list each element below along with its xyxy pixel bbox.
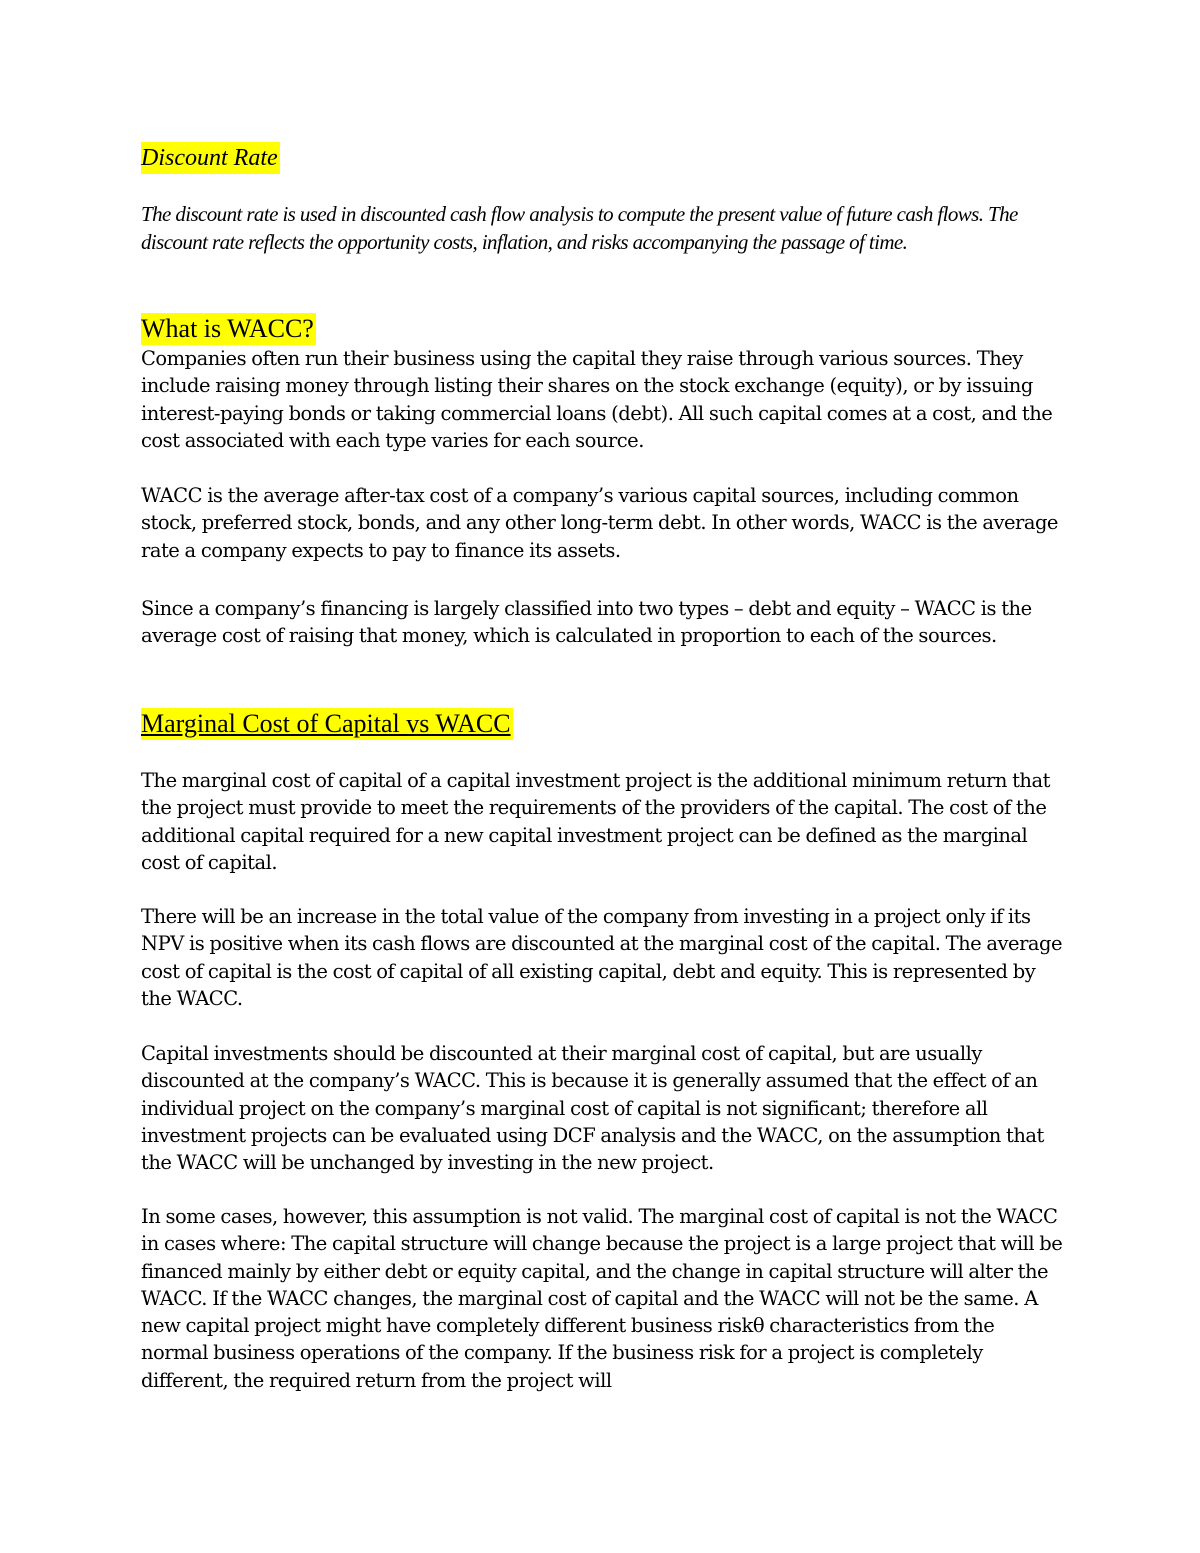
paragraph-npv-increase: There will be an increase in the total value of the company from investing in a project only if its NPV is positive when its cash flows are discounted at the marginal cost of the capital. The average cost of capital is the cost of capital of all existing capital, debt and equity. This is represented by the WACC. — [141, 905, 1063, 1010]
heading-what-is-wacc: What is WACC? — [141, 314, 314, 343]
paragraph-wacc-financing-types: Since a company’s financing is largely classified into two types – debt and equity – WACC is the average cost of raising that money, which is calculated in proportion to each of the sources. — [141, 597, 1032, 648]
paragraph-discount-rate-definition: The discount rate is used in discounted cash flow analysis to compute the present value of future cash flows. The discount rate reflects the opportunity costs, inflation, and risks accompanying the passage of time. — [141, 202, 1018, 254]
heading-marginal-cost-vs-wacc: Marginal Cost of Capital vs WACC — [141, 709, 511, 738]
paragraph-discounting-investments: Capital investments should be discounted at their marginal cost of capital, but are usually discounted at the company’s WACC. This is because it is generally assumed that the effect of an individual project on the company’s marginal cost of capital is not significant; therefore all investment projects can be evaluated using DCF analysis and the WACC, on the assumption that the WACC will be unchanged by investing in the new project. — [141, 1042, 1044, 1175]
paragraph-marginal-cost-definition: The marginal cost of capital of a capital investment project is the additional minimum return that the project must provide to meet the requirements of the providers of the capital. The cost of the additional capital required for a new capital investment project can be defined as the marginal cost of capital. — [141, 769, 1050, 874]
paragraph-wacc-capital-sources: Companies often run their business using the capital they raise through various sources. They include raising money through listing their shares on the stock exchange (equity), or by issuing interest-paying bonds or taking commercial loans (debt). All such capital comes at a cost, and the cost associated with each type varies for each source. — [141, 347, 1053, 452]
paragraph-wacc-definition: WACC is the average after-tax cost of a company’s various capital sources, including common stock, preferred stock, bonds, and any other long-term debt. In other words, WACC is the average rate a company expects to pay to finance its assets. — [141, 484, 1058, 562]
heading-discount-rate: Discount Rate — [141, 142, 280, 174]
paragraph-assumption-not-valid: In some cases, however, this assumption is not valid. The marginal cost of capital is not the WACC in cases where: The capital structure will change because the project is a large project that will be financed mainly by either debt or equity capital, and the change in capital structure will alter the WACC. If the WACC changes, the marginal cost of capital and the WACC will not be the same. A new capital project might have completely different business riskθ characteristics from the normal business operations of the company. If the business risk for a project is completely different, the required return from the project will — [141, 1205, 1063, 1392]
